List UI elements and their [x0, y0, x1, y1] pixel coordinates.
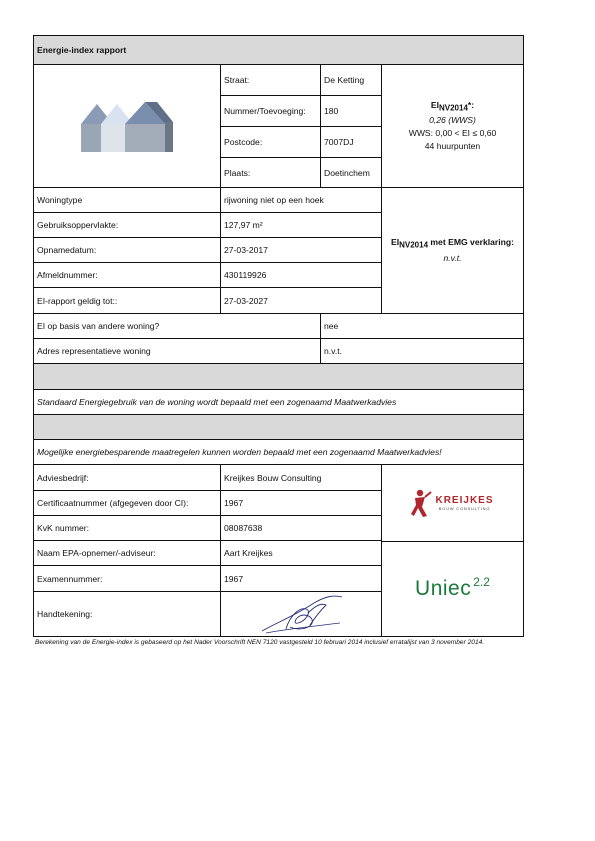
kreijkes-logo-text: KREIJKES — [435, 495, 494, 506]
street-value: De Ketting — [320, 64, 382, 96]
emg-value: n.v.t. — [443, 252, 462, 263]
signature-cell — [220, 591, 382, 637]
ei-range: WWS: 0,00 < EI ≤ 0,60 — [408, 128, 497, 139]
exam-value: 1967 — [220, 565, 382, 592]
area-value: 127,97 m² — [220, 212, 382, 238]
area-label: Gebruiksoppervlakte: — [33, 212, 221, 238]
measures-note: Mogelijke energiebesparende maatregelen kunnen worden bepaald met een zogenaamd Maatwerkadvies! — [33, 439, 524, 465]
uniec-logo-cell — [381, 541, 524, 637]
emg-label: $EI_{NV2014}$ met EMG verklaring: — [390, 237, 514, 250]
date-value: 27-03-2017 — [220, 237, 382, 263]
type-label: Woningtype — [33, 187, 221, 213]
city-label: Plaats: — [220, 157, 321, 188]
postcode-label: Postcode: — [220, 126, 321, 158]
ei-value: 0,26 (WWS) — [429, 115, 476, 126]
number-value: 180 — [320, 95, 382, 127]
kreijkes-logo-subtext: BOUW CONSULTING — [438, 506, 491, 511]
house-image-cell — [33, 64, 221, 188]
representative-address-label: Adres representatieve woning — [33, 338, 321, 364]
city-value: Doetinchem — [320, 157, 382, 188]
cert-value: 1967 — [220, 490, 382, 516]
signature-label: Handtekening: — [33, 591, 221, 637]
postcode-value: 7007DJ — [320, 126, 382, 158]
emg-box — [381, 187, 524, 314]
report-title: Energie-index rapport — [33, 35, 524, 65]
representative-address-value: n.v.t. — [320, 338, 524, 364]
signature-image — [256, 593, 346, 635]
other-dwelling-question: EI op basis van andere woning? — [33, 313, 321, 339]
ei-points: 44 huurpunten — [424, 141, 481, 152]
house-illustration — [79, 98, 175, 154]
company-label: Adviesbedrijf: — [33, 464, 221, 491]
other-dwelling-answer: nee — [320, 313, 524, 339]
uniec-logo-version: 2.2 — [473, 575, 490, 589]
uniec-logo — [415, 577, 490, 601]
cert-label: Certificaatnummer (afgegeven door CI): — [33, 490, 221, 516]
signoff-value: 430119926 — [220, 262, 382, 288]
valid-value: 27-03-2027 — [220, 287, 382, 314]
kreijkes-logo — [409, 486, 495, 520]
exam-label: Examennummer: — [33, 565, 221, 592]
number-label: Nummer/Toevoeging: — [220, 95, 321, 127]
footer-note: Berekening van de Energie-index is gebaseerd op het Nader Voorschrift NEN 7120 vastgesteld 10 februari 2014 inclusief erratalijst van 3 november 2014. — [35, 639, 485, 646]
date-label: Opnamedatum: — [33, 237, 221, 263]
kvk-label: KvK nummer: — [33, 515, 221, 541]
kreijkes-figure-icon — [411, 488, 433, 518]
separator-bar — [33, 414, 524, 440]
advisor-name-value: Aart Kreijkes — [220, 540, 382, 566]
company-value: Kreijkes Bouw Consulting — [220, 464, 382, 491]
uniec-logo-text: Uniec — [415, 577, 472, 600]
signoff-label: Afmeldnummer: — [33, 262, 221, 288]
valid-label: EI-rapport geldig tot:: — [33, 287, 221, 314]
ei-label: $EI_{NV2014}*$: — [430, 99, 475, 113]
street-label: Straat: — [220, 64, 321, 96]
kvk-value: 08087638 — [220, 515, 382, 541]
standard-usage-note: Standaard Energiegebruik van de woning wordt bepaald met een zogenaamd Maatwerkadvies — [33, 389, 524, 415]
advisor-name-label: Naam EPA-opnemer/-adviseur: — [33, 540, 221, 566]
ei-box — [381, 64, 524, 188]
separator-bar — [33, 363, 524, 390]
type-value: rijwoning niet op een hoek — [220, 187, 382, 213]
kreijkes-logo-cell — [381, 464, 524, 542]
